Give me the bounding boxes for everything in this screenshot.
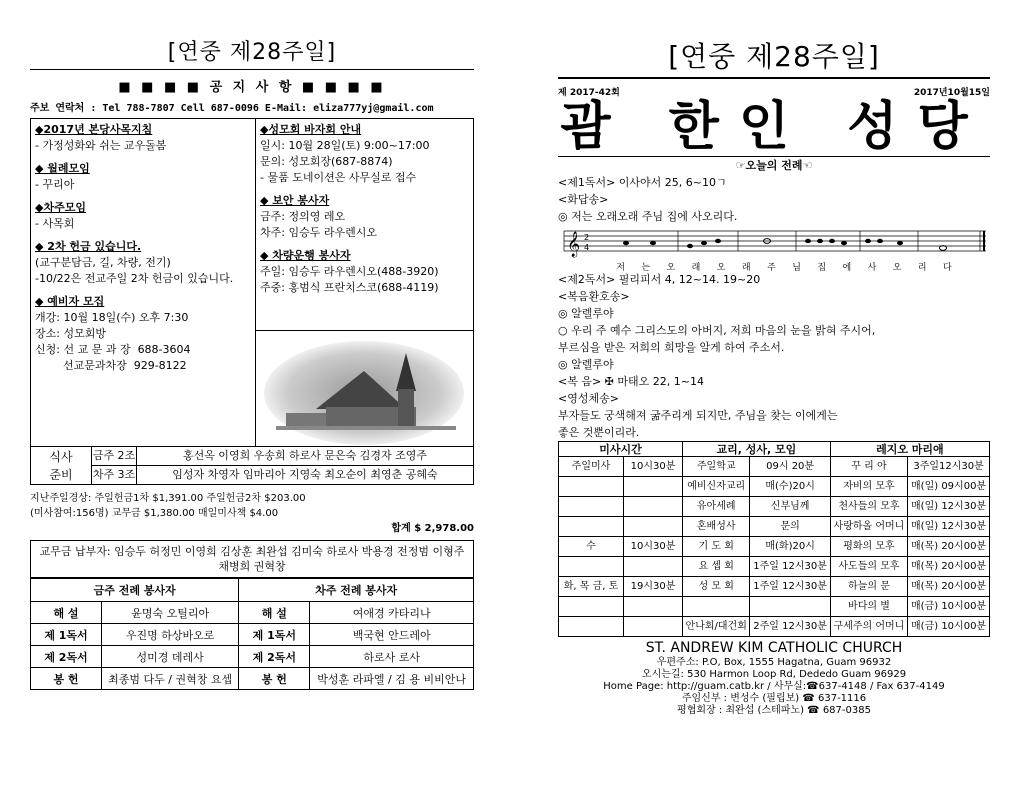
notice-line: 개강: 10월 18일(수) 오후 7:30: [35, 311, 189, 324]
schedule-cell: 바다의 별: [830, 597, 907, 617]
church-image: [256, 331, 473, 446]
notice-section: [260, 122, 469, 186]
schedule-cell: 신부님께: [750, 497, 830, 517]
left-title: [연중 제28주일]: [30, 35, 474, 70]
schedule-cell: 1주일 12시30분: [750, 577, 830, 597]
schedule-row: [559, 577, 990, 597]
schedule-cell: [559, 497, 624, 517]
psalm-response: ◎ 저는 오래오래 주님 집에 사오리다.: [558, 210, 738, 223]
schedule-cell: [624, 477, 683, 497]
music-staff: [558, 227, 990, 273]
acclamation-verse-2: 부르심을 받은 저희의 희망을 알게 하여 주소서.: [558, 341, 785, 354]
gospel-acclamation: <복음환호송>: [558, 290, 630, 303]
schedule-cell: 주일미사: [559, 457, 624, 477]
schedule-cell: [624, 517, 683, 537]
notice-line: - 꾸리아: [35, 178, 75, 191]
schedule-cell: [559, 597, 624, 617]
notice-section: [35, 122, 251, 154]
meal-prep: [30, 447, 474, 485]
schedule-row: [559, 457, 990, 477]
schedule-cell: 유아세례: [683, 497, 750, 517]
service-cell: 최종범 다두 / 권혁창 요셉: [102, 668, 239, 690]
schedule-row: [559, 517, 990, 537]
lyric-syllable: 래: [741, 263, 751, 273]
service-cell: 하로사 로사: [310, 646, 474, 668]
council-line: 평협회장 : 최완섭 (스테파노) ☎ 687-0385: [677, 705, 871, 716]
liturgy-section: [558, 157, 990, 441]
schedule-row: [559, 557, 990, 577]
notice-line: 차주: 임승두 라우렌시오: [260, 226, 377, 239]
schedule-cell: 10시30분: [624, 457, 683, 477]
notice-heading: ◆ 예비자 모집: [35, 295, 105, 308]
notice-section: [35, 161, 251, 193]
schedule-cell: [624, 497, 683, 517]
schedule-cell: 10시30분: [624, 537, 683, 557]
notice-line: 문의: 성모회장(687-8874): [260, 155, 393, 168]
meal-label-2: 준비: [49, 468, 73, 483]
schedule-cell: 요 셉 회: [683, 557, 750, 577]
left-page: [30, 35, 474, 690]
pastor-line: 주임신부 : 변성수 (필립보) ☎ 637-1116: [681, 693, 867, 704]
communion-text-2: 좋은 것뿐이리라.: [558, 426, 640, 439]
offering-line: 지난주일경상: 주일헌금1차 $1,391.00 주일헌금2차 $203.00: [30, 493, 306, 504]
notice-col-right-items: [260, 122, 469, 303]
acclamation-verse-1: ○ 우리 주 예수 그리스도의 아버지, 저희 마음의 눈을 밝혀 주시어,: [558, 324, 876, 337]
schedule-row: [559, 477, 990, 497]
service-header-next: 차주 전례 봉사자: [239, 579, 474, 602]
church-name-kr: 괌 한인 성당: [558, 98, 990, 157]
schedule-cell: [624, 597, 683, 617]
service-cell: 봉 헌: [239, 668, 310, 690]
service-cell: 윤명숙 오틸리아: [102, 602, 239, 624]
notice-line: - 사목회: [35, 217, 75, 230]
notice-col-left: [31, 119, 256, 446]
notice-line: 선교문과차장 929-8122: [35, 359, 187, 372]
notice-box: [30, 118, 474, 447]
notice-col-right: [256, 119, 473, 446]
psalm-label: <화답송>: [558, 193, 609, 206]
notice-line: 일시: 10월 28일(토) 9:00~17:00: [260, 139, 430, 152]
notice-line: 금주: 정의영 레오: [260, 210, 346, 223]
notice-heading: ◆ 보안 봉사자: [260, 194, 330, 207]
schedule-cell: [559, 617, 624, 637]
schedule-cell: 주일학교: [683, 457, 750, 477]
notice-heading: ◆ 차량운행 봉사자: [260, 249, 351, 262]
notice-line: -10/22은 전교주일 2차 헌금이 있습니다.: [35, 272, 234, 285]
schedule-cell: 매(목) 20시00분: [908, 557, 990, 577]
homepage-line: Home Page: http://guam.catb.kr / 사무실:☎637-4148 / Fax 637-4149: [603, 681, 945, 692]
notice-heading: ◆차주모임: [35, 201, 86, 214]
schedule-cell: 기 도 회: [683, 537, 750, 557]
service-header-this: 금주 전례 봉사자: [31, 579, 239, 602]
schedule-cell: 문의: [750, 517, 830, 537]
notice-line: 신청: 선 교 문 과 장 688-3604: [35, 343, 191, 356]
service-row: [31, 668, 474, 690]
sched-header-mass: 미사시간: [559, 442, 683, 457]
notice-section: [35, 294, 251, 374]
service-cell: 박성훈 라파엘 / 김 용 비비안나: [310, 668, 474, 690]
meal-names: 임성자 차영자 임마리아 지영숙 최오순이 최영춘 공혜숙: [172, 468, 438, 481]
service-cell: 해 설: [239, 602, 310, 624]
schedule-cell: 혼배성사: [683, 517, 750, 537]
schedule-cell: [559, 517, 624, 537]
service-cell: 백국현 안드레아: [310, 624, 474, 646]
schedule-cell: 09시 20분: [750, 457, 830, 477]
service-cell: 제 1독서: [31, 624, 102, 646]
lyric-syllable: 사: [867, 263, 877, 273]
notice-line: (교구분담금, 길, 차량, 전기): [35, 256, 171, 269]
dues-payers: 교무금 납부자: 임승두 허정민 이영희 김상훈 최완섭 김미숙 하로사 박용경 전정범 이형주 채병희 권혁창: [30, 540, 474, 578]
schedule-table: [558, 441, 990, 637]
schedule-cell: [683, 597, 750, 617]
schedule-row: [559, 597, 990, 617]
right-page: [558, 35, 990, 717]
lyric-syllable: 오: [666, 263, 676, 273]
liturgy-title: ☞오늘의 전례☜: [735, 159, 813, 172]
schedule-cell: 매(수)20시: [750, 477, 830, 497]
schedule-cell: [750, 597, 830, 617]
notice-heading: ◆ 월례모임: [35, 162, 90, 175]
lyric-syllable: 오: [892, 263, 902, 273]
alleluia-1: ◎ 알렐루야: [558, 307, 614, 320]
schedule-cell: 성 모 회: [683, 577, 750, 597]
schedule-cell: 1주일 12시30분: [750, 557, 830, 577]
reading-2: <제2독서> 필리피서 4, 12~14. 19~20: [558, 273, 761, 286]
notice-line: - 물품 도네이션은 사무실로 접수: [260, 171, 417, 184]
lyric-syllable: 래: [691, 263, 701, 273]
issue-number: 제 2017-42회: [558, 88, 620, 98]
schedule-cell: 매(일) 09시00분: [908, 477, 990, 497]
schedule-cell: 꾸 리 아: [830, 457, 907, 477]
lyric-syllable: 저: [616, 263, 625, 273]
notice-heading: ◆2017년 본당사목지침: [35, 123, 153, 136]
sched-header-legio: 레지오 마리애: [830, 442, 989, 457]
svg-text:2: 2: [584, 233, 590, 242]
lyric-syllable: 는: [641, 263, 651, 273]
offering-summary: [30, 491, 474, 536]
schedule-cell: 예비신자교리: [683, 477, 750, 497]
schedule-cell: 매(금) 10시00분: [908, 617, 990, 637]
meal-label-1: 식사: [49, 449, 73, 464]
notice-section: [260, 193, 469, 241]
schedule-cell: 사도들의 모후: [830, 557, 907, 577]
service-row: [31, 602, 474, 624]
lyric-syllable: 님: [792, 263, 801, 273]
schedule-cell: [559, 477, 624, 497]
offering-total: 합계 $ 2,978.00: [391, 523, 474, 534]
notice-section: [260, 248, 469, 296]
mailing-address: 우편주소: P.O, Box, 1555 Hagatna, Guam 96932: [656, 657, 892, 668]
issue-date: 2017년10월15일: [913, 88, 990, 98]
schedule-cell: 구세주의 어머니: [830, 617, 907, 637]
service-cell: 제 2독서: [239, 646, 310, 668]
meal-names: 홍선옥 이영희 우송희 하로사 문은숙 김경자 조영주: [182, 449, 428, 462]
notice-line: 주중: 홍범식 프란치스코(688-4119): [260, 281, 439, 294]
service-cell: 우진명 하상바오로: [102, 624, 239, 646]
schedule-cell: 매(목) 20시00분: [908, 577, 990, 597]
lyric-syllable: 주: [767, 263, 776, 273]
schedule-cell: 자비의 모후: [830, 477, 907, 497]
meal-group: 금주 2조: [92, 447, 137, 465]
offering-line: (미사참여:156명) 교무금 $1,380.00 매일미사책 $4.00: [30, 508, 279, 519]
schedule-row: [559, 617, 990, 637]
notice-section: [35, 239, 251, 287]
service-table: [30, 578, 474, 690]
notice-bar: ■ ■ ■ ■ 공 지 사 항 ■ ■ ■ ■: [118, 80, 386, 95]
schedule-cell: [624, 557, 683, 577]
street-address: 오시는길: 530 Harmon Loop Rd, Dededo Guam 96929: [641, 669, 907, 680]
meal-row: [92, 466, 473, 484]
schedule-cell: 화, 목 금, 토: [559, 577, 624, 597]
lyric-syllable: 에: [842, 263, 852, 273]
lyric-syllable: 다: [943, 263, 952, 273]
schedule-cell: 사랑하올 어머니: [830, 517, 907, 537]
schedule-cell: 3주일12시30분: [908, 457, 990, 477]
communion-label: <영성체송>: [558, 392, 619, 405]
reading-1: <제1독서> 이사야서 25, 6~10ㄱ: [558, 176, 727, 189]
notice-line: 장소: 성모회방: [35, 327, 106, 340]
svg-text:4: 4: [584, 243, 590, 252]
service-cell: 성미경 데레사: [102, 646, 239, 668]
schedule-row: [559, 537, 990, 557]
service-cell: 봉 헌: [31, 668, 102, 690]
lyric-syllable: 집: [817, 263, 827, 273]
notice-line: 주일: 임승두 라우렌시오(488-3920): [260, 265, 439, 278]
lyric-syllable: 오: [716, 263, 726, 273]
meal-group: 차주 3조: [92, 466, 137, 484]
schedule-cell: 19시30분: [624, 577, 683, 597]
schedule-cell: [559, 557, 624, 577]
notice-heading: ◆ 2차 헌금 있습니다.: [35, 240, 142, 253]
church-footer: [558, 639, 990, 717]
schedule-cell: 매(목) 20시00분: [908, 537, 990, 557]
meal-label: [31, 447, 92, 484]
communion-text-1: 부자들도 궁색해져 굶주리게 되지만, 주님을 찾는 이에게는: [558, 409, 838, 422]
notice-line: - 가정성화와 쉬는 교우돌봄: [35, 139, 167, 152]
service-row: [31, 624, 474, 646]
meal-row: [92, 447, 473, 466]
schedule-row: [559, 497, 990, 517]
schedule-cell: [624, 617, 683, 637]
service-cell: 제 1독서: [239, 624, 310, 646]
church-photo: [256, 330, 473, 446]
contact-line: 주보 연락처 : Tel 788-7807 Cell 687-0096 E-Mail: eliza777yj@gmail.com: [30, 103, 434, 114]
service-row: [31, 646, 474, 668]
schedule-cell: 매(일) 12시30분: [908, 497, 990, 517]
church-name-en: ST. ANDREW KIM CATHOLIC CHURCH: [645, 640, 903, 656]
sched-header-meetings: 교리, 성사, 모임: [683, 442, 831, 457]
gospel-reading: <복 음> ✠ 마태오 22, 1~14: [558, 375, 704, 388]
notice-heading: ◆성모회 바자회 안내: [260, 123, 362, 136]
schedule-cell: 수: [559, 537, 624, 557]
schedule-cell: 천사들의 모후: [830, 497, 907, 517]
notice-section: [35, 200, 251, 232]
schedule-cell: 평화의 모후: [830, 537, 907, 557]
service-cell: 여애경 카타리나: [310, 602, 474, 624]
schedule-cell: 안나회/대건회: [683, 617, 750, 637]
right-title: [연중 제28주일]: [558, 35, 990, 79]
service-cell: 제 2독서: [31, 646, 102, 668]
service-cell: 해 설: [31, 602, 102, 624]
schedule-cell: 매(일) 12시30분: [908, 517, 990, 537]
svg-text:𝄞: 𝄞: [567, 232, 581, 257]
lyric-syllable: 리: [917, 263, 927, 273]
schedule-cell: 매(금) 10시00분: [908, 597, 990, 617]
schedule-cell: 매(화)20시: [750, 537, 830, 557]
alleluia-2: ◎ 알렐루야: [558, 358, 614, 371]
schedule-cell: 2주일 12시30분: [750, 617, 830, 637]
schedule-cell: 하늘의 문: [830, 577, 907, 597]
